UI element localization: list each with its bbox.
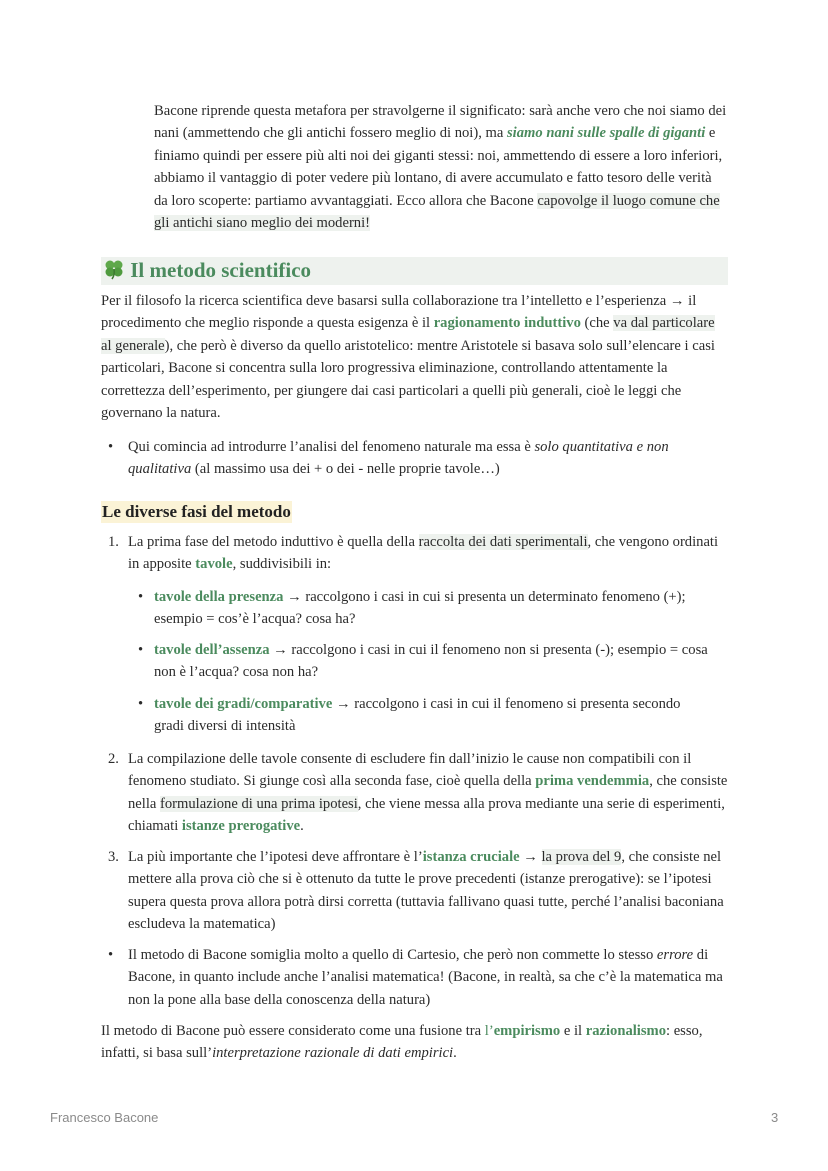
italic-text: errore bbox=[656, 947, 694, 963]
key-term: ragionamento induttivo bbox=[433, 315, 581, 332]
bullet-marker: • bbox=[138, 589, 144, 605]
text-segment: Il metodo di Bacone somiglia molto a quello di Cartesio, che però non commette lo stesso bbox=[128, 947, 657, 963]
page-number: 3 bbox=[771, 1110, 779, 1125]
bullet-marker: • bbox=[108, 439, 114, 455]
list-item bbox=[128, 748, 728, 838]
key-term: empirismo bbox=[493, 1023, 561, 1039]
text-segment: , che consiste nel mettere alla prova ciò che si è ottenuto da tutte le prove precedenti (istanze prerogative): se l’ipotesi supera questa prova allora potrà dirsi corretta (tuttavia fallivano quasi tutte, perché l’analisi baconiana escludeva la matematica) bbox=[128, 849, 724, 933]
italic-text: interpretazione razionale di dati empirici bbox=[212, 1045, 454, 1062]
text-segment: e finiamo quindi per essere più alti noi dei giganti stessi: noi, ammettendo di essere a loro inferiori, abbiamo il vantaggio di poter vedere più lontano, di avere accumulato e fatto tesoro delle verità da loro scoperte: partiamo avvantaggiati. Ecco allora che Bacone bbox=[154, 125, 723, 209]
highlighted-text: capovolge il luogo comune che gli antichi siano meglio dei moderni! bbox=[154, 192, 720, 232]
text-segment: La più importante che l’ipotesi deve affrontare è l’ bbox=[128, 849, 423, 865]
bullet-marker: • bbox=[108, 947, 114, 963]
text-segment: → bbox=[519, 849, 542, 865]
text-segment: (al massimo usa dei + o dei - nelle proprie tavole…) bbox=[191, 461, 500, 478]
list-item bbox=[128, 531, 728, 576]
key-term: tavole della presenza bbox=[154, 589, 284, 605]
highlighted-text: formulazione di una prima ipotesi bbox=[160, 795, 358, 812]
key-term: tavole dei gradi/comparative bbox=[154, 696, 333, 712]
list-item bbox=[128, 436, 728, 481]
text-segment: Qui comincia ad introdurre l’analisi del fenomeno naturale ma essa è bbox=[128, 439, 535, 455]
highlighted-text: va dal particolare al generale bbox=[101, 315, 715, 354]
key-term: l’ bbox=[484, 1023, 494, 1039]
text-segment: e il bbox=[560, 1023, 586, 1039]
key-term: tavole bbox=[195, 556, 233, 573]
text-segment: : esso, infatti, si basa sull’ bbox=[101, 1023, 703, 1062]
paragraph-conclusion bbox=[101, 1020, 728, 1065]
key-term: siamo nani sulle spalle di giganti bbox=[507, 125, 706, 142]
list-item bbox=[154, 586, 729, 631]
text-segment: , che viene messa alla prova mediante una serie di esperimenti, chiamati bbox=[128, 795, 725, 835]
list-item bbox=[154, 693, 714, 738]
text-segment: → raccolgono i casi in cui il fenomeno si presenta secondo gradi diversi di intensità bbox=[154, 696, 681, 735]
footer-title: Francesco Bacone bbox=[50, 1110, 159, 1125]
list-number: 3. bbox=[108, 849, 119, 865]
list-number: 1. bbox=[108, 534, 119, 550]
text-segment: , suddivisibili in: bbox=[232, 556, 332, 573]
bullet-marker: • bbox=[138, 696, 144, 712]
text-segment: , che vengono ordinati in apposite bbox=[128, 534, 719, 573]
text-segment: . bbox=[300, 818, 304, 835]
subheading: Le diverse fasi del metodo bbox=[102, 502, 291, 521]
section-heading-text: Il metodo scientifico bbox=[130, 258, 312, 282]
text-segment: . bbox=[453, 1045, 457, 1062]
text-segment: La compilazione delle tavole consente di escludere fin dall’inizio le cause non compatibili con il fenomeno studiato. Si giunge così alla seconda fase, cioè quella della bbox=[128, 751, 692, 790]
key-term: razionalismo bbox=[585, 1023, 666, 1039]
text-segment: → raccolgono i casi in cui si presenta un determinato fenomeno (+); esempio = cos’è l’acqua? cosa ha? bbox=[154, 589, 686, 628]
list-item bbox=[154, 639, 729, 684]
text-segment: Il metodo di Bacone può essere considerato come una fusione tra bbox=[101, 1023, 485, 1039]
key-term: istanze prerogative bbox=[181, 818, 301, 835]
paragraph-giants-metaphor bbox=[154, 100, 729, 234]
text-segment: , che consiste nella bbox=[128, 773, 728, 812]
text-segment: → raccolgono i casi in cui il fenomeno non si presenta (-); esempio = cosa non è l’acqua? cosa non ha? bbox=[154, 642, 708, 681]
key-term: prima vendemmia bbox=[535, 773, 650, 790]
paragraph-inductive-reasoning bbox=[101, 290, 728, 424]
clover-icon bbox=[103, 258, 130, 282]
list-item bbox=[128, 846, 728, 936]
section-heading bbox=[103, 256, 311, 284]
bullet-marker: • bbox=[138, 642, 144, 658]
list-item bbox=[128, 944, 730, 1011]
key-term: istanza cruciale bbox=[422, 849, 520, 865]
italic-text: solo quantitativa e non qualitativa bbox=[128, 439, 669, 478]
highlighted-text: la prova del 9 bbox=[541, 849, 622, 865]
highlighted-text: raccolta dei dati sperimentali bbox=[418, 534, 588, 550]
text-segment: ), che però è diverso da quello aristotelico: mentre Aristotele si basava solo sull’elencare i casi particolari, Bacone si concentra sulla loro progressiva eliminazione, controllando attentamente la correttezza dell’esperimento, per giungere dai casi particolari a quelli più generali, cioè le leggi che governano la natura. bbox=[101, 337, 715, 422]
text-segment: Per il filosofo la ricerca scientifica deve basarsi sulla collaborazione tra l’intelletto e l’esperienza → il procedimento che meglio risponde a questa esigenza è il bbox=[101, 293, 697, 332]
list-number: 2. bbox=[108, 751, 119, 767]
text-segment: La prima fase del metodo induttivo è quella della bbox=[128, 534, 419, 550]
text-segment: di Bacone, in quanto include anche l’analisi matematica! (Bacone, in realtà, sa che c’è la matematica ma non la pone alla base della conoscenza della natura) bbox=[128, 947, 723, 1008]
text-segment: Bacone riprende questa metafora per stravolgerne il significato: sarà anche vero che noi siamo dei nani (ammettendo che gli antichi fossero meglio di noi), ma bbox=[154, 103, 727, 142]
key-term: tavole dell’assenza bbox=[154, 642, 270, 658]
text-segment: (che bbox=[580, 315, 614, 332]
